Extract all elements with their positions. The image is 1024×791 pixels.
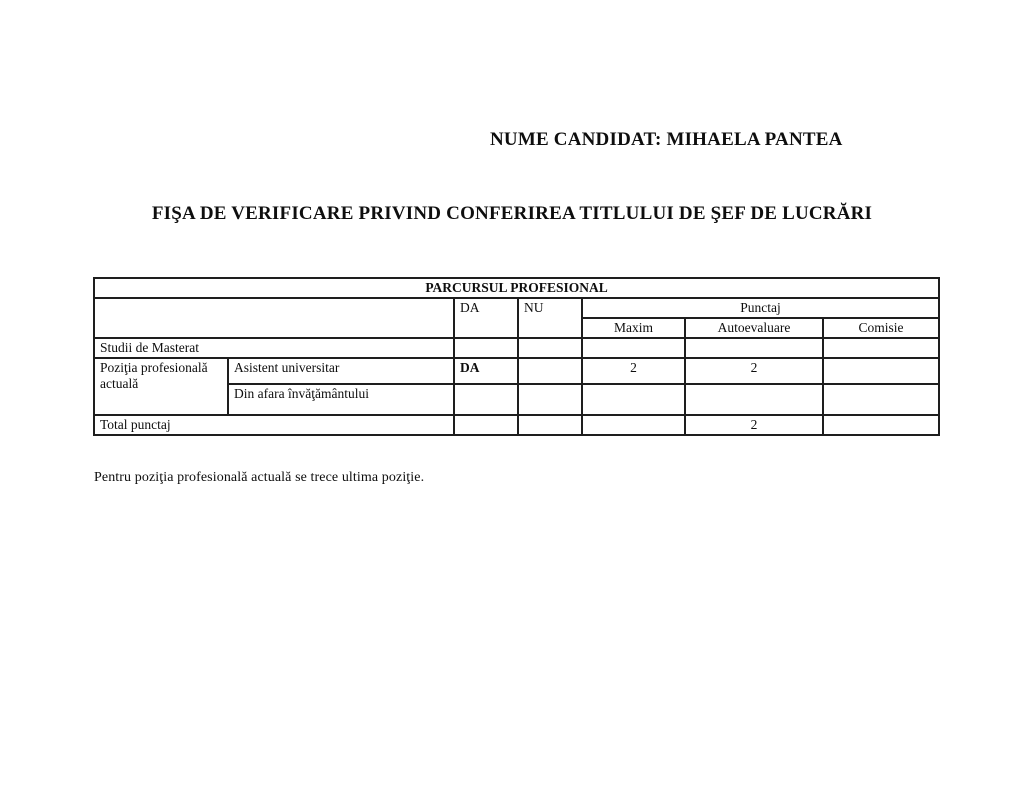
row-label-din-afara: Din afara învăţământului — [228, 384, 454, 415]
total-cell-nu — [518, 415, 582, 435]
table-row-studii-de-masterat — [94, 338, 939, 358]
dinafara-cell-comisie — [823, 384, 939, 415]
row-label-pozitia-profesionala: Poziţia profesională actuală — [94, 358, 228, 415]
asistent-cell-autoevaluare: 2 — [685, 358, 823, 384]
row-label-studii: Studii de Masterat — [94, 338, 454, 358]
total-cell-da — [454, 415, 518, 435]
total-cell-comisie — [823, 415, 939, 435]
dinafara-cell-da — [454, 384, 518, 415]
header-empty-cell — [94, 298, 454, 338]
table-title: PARCURSUL PROFESIONAL — [94, 278, 939, 298]
asistent-cell-maxim: 2 — [582, 358, 685, 384]
studii-cell-autoevaluare — [685, 338, 823, 358]
asistent-cell-comisie — [823, 358, 939, 384]
studii-cell-nu — [518, 338, 582, 358]
dinafara-cell-nu — [518, 384, 582, 415]
table-row-asistent-universitar — [94, 358, 939, 384]
asistent-cell-da-value: DA — [454, 358, 518, 384]
table-caption-row — [94, 278, 939, 298]
total-cell-autoevaluare: 2 — [685, 415, 823, 435]
candidate-heading: NUME CANDIDAT: MIHAELA PANTEA — [490, 129, 843, 150]
page-title: FIŞA DE VERIFICARE PRIVIND CONFERIREA TITLULUI DE ŞEF DE LUCRĂRI — [151, 203, 873, 224]
dinafara-cell-autoevaluare — [685, 384, 823, 415]
total-cell-maxim — [582, 415, 685, 435]
footnote: Pentru poziţia profesională actuală se trece ultima poziţie. — [94, 470, 425, 485]
studii-cell-comisie — [823, 338, 939, 358]
dinafara-cell-maxim — [582, 384, 685, 415]
column-header-da: DA — [454, 298, 518, 338]
column-header-autoevaluare: Autoevaluare — [685, 318, 823, 338]
table-row-total-punctaj — [94, 415, 939, 435]
studii-cell-da — [454, 338, 518, 358]
studii-cell-maxim — [582, 338, 685, 358]
column-header-nu: NU — [518, 298, 582, 338]
row-label-total-punctaj: Total punctaj — [94, 415, 454, 435]
column-header-punctaj: Punctaj — [582, 298, 939, 318]
parcursul-profesional-table — [93, 277, 940, 436]
column-header-maxim: Maxim — [582, 318, 685, 338]
asistent-cell-nu — [518, 358, 582, 384]
row-label-asistent-universitar: Asistent universitar — [228, 358, 454, 384]
column-header-comisie: Comisie — [823, 318, 939, 338]
table-header-row — [94, 298, 939, 318]
